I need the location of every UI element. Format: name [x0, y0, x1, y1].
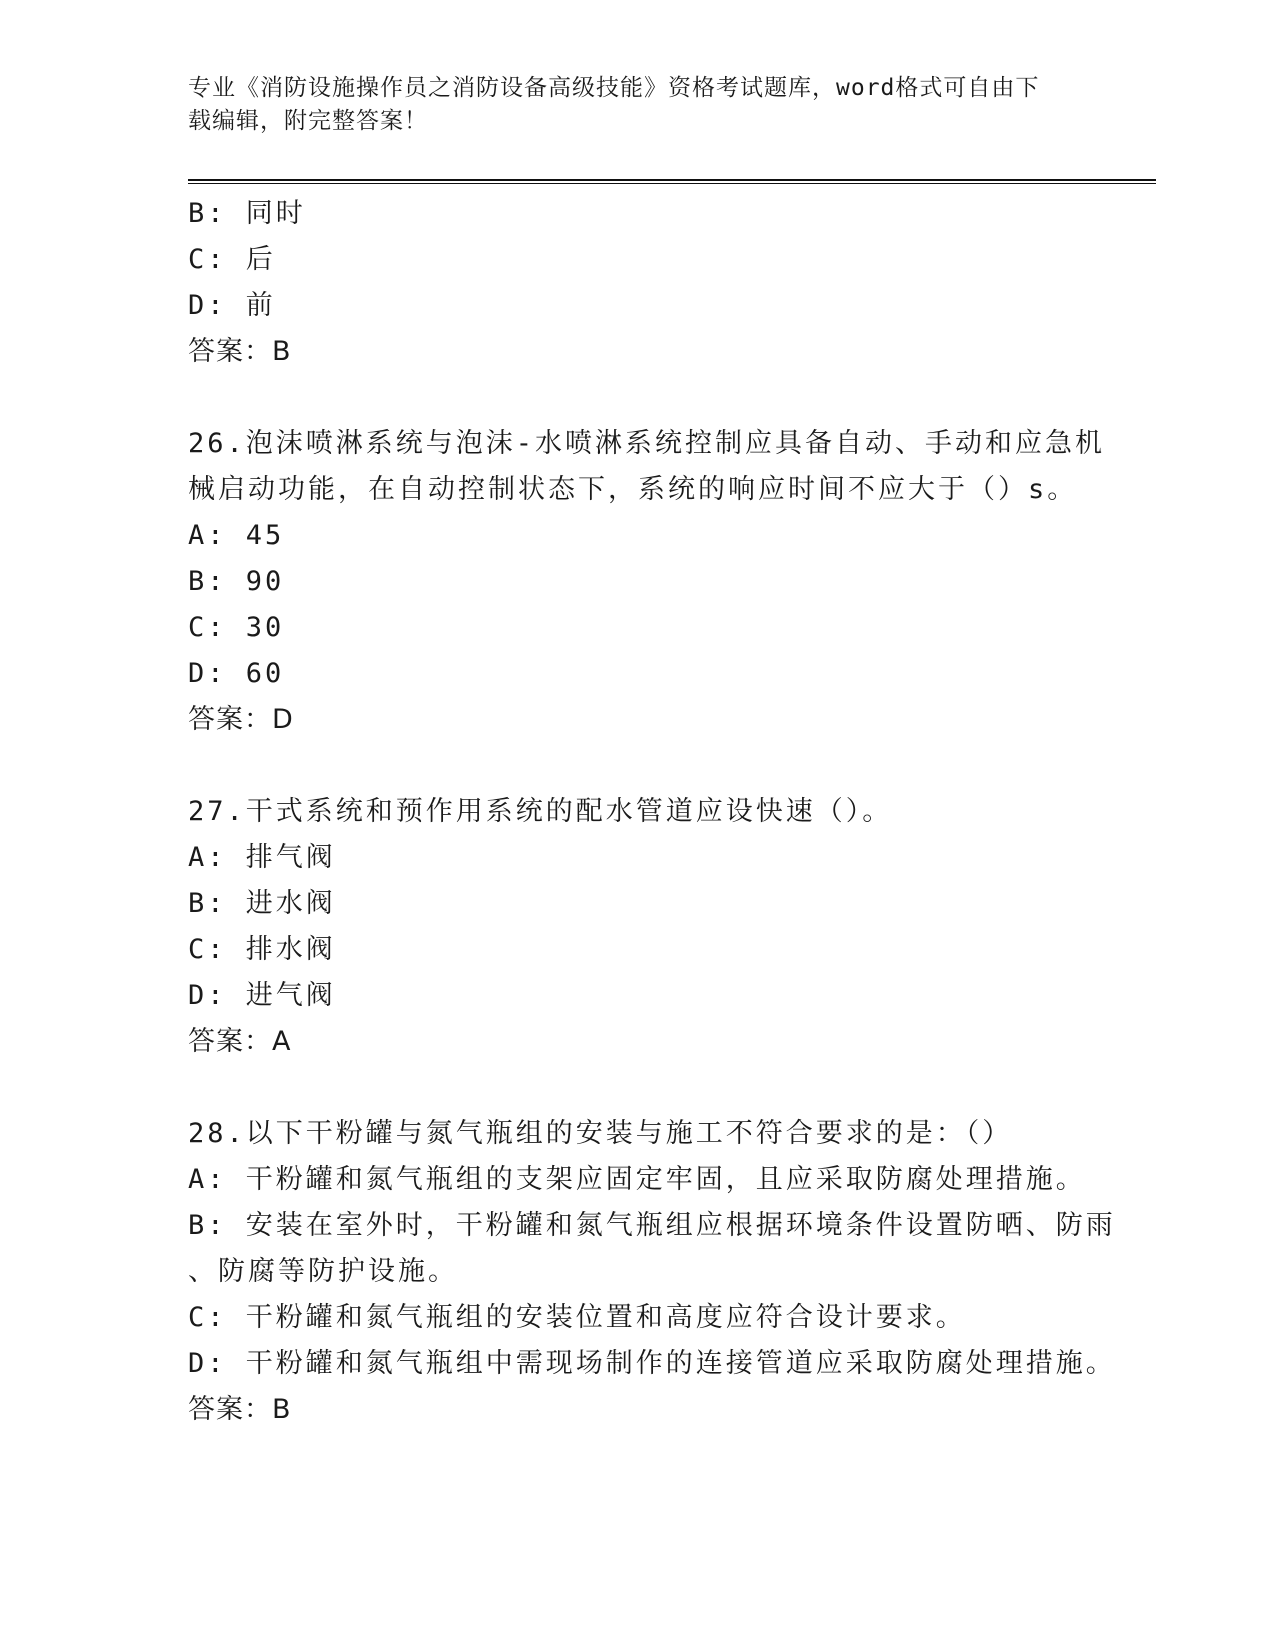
- option-a: A: 干粉罐和氮气瓶组的支架应固定牢固，且应采取防腐处理措施。: [188, 1164, 1086, 1195]
- document-header: [188, 72, 1068, 138]
- option-d: D: 前: [188, 290, 276, 321]
- option-d: D: 进气阀: [188, 980, 336, 1011]
- option-b: B: 90: [188, 566, 285, 597]
- header-line-1: 专业《消防设施操作员之消防设备高级技能》资格考试题库，word格式可自由下: [188, 75, 1040, 101]
- spacer: [188, 375, 1088, 421]
- header-divider-thin: [188, 183, 1156, 184]
- question-text-line-1: 26.泡沫喷淋系统与泡沫-水喷淋系统控制应具备自动、手动和应急机: [188, 428, 1106, 459]
- option-d: D: 60: [188, 658, 285, 689]
- spacer: [188, 1065, 1088, 1111]
- header-divider-thick: [188, 179, 1156, 181]
- question-text-line-1: 28.以下干粉罐与氮气瓶组的安装与施工不符合要求的是：（）: [188, 1118, 1013, 1149]
- option-b: B: 进水阀: [188, 888, 336, 919]
- question-27: [188, 789, 1088, 1065]
- question-25-tail: [188, 191, 1088, 375]
- option-a: A: 排气阀: [188, 842, 336, 873]
- option-a: A: 45: [188, 520, 285, 551]
- answer-line: 答案：B: [188, 1394, 292, 1425]
- header-line-2: 载编辑，附完整答案！: [188, 108, 428, 134]
- answer-line: 答案：B: [188, 336, 292, 367]
- question-text-line-1: 27.干式系统和预作用系统的配水管道应设快速（）。: [188, 796, 893, 827]
- option-b: B: 同时: [188, 198, 306, 229]
- option-c: C: 后: [188, 244, 276, 275]
- option-b-line-2: 、防腐等防护设施。: [188, 1256, 458, 1287]
- question-content: [188, 191, 1116, 1433]
- option-c: C: 干粉罐和氮气瓶组的安装位置和高度应符合设计要求。: [188, 1302, 966, 1333]
- option-c: C: 排水阀: [188, 934, 336, 965]
- option-c: C: 30: [188, 612, 285, 643]
- question-text-line-2: 械启动功能，在自动控制状态下，系统的响应时间不应大于（）s。: [188, 474, 1078, 505]
- answer-line: 答案：D: [188, 704, 294, 735]
- answer-line: 答案：A: [188, 1026, 292, 1057]
- spacer: [188, 743, 1088, 789]
- option-b-line-1: B: 安装在室外时，干粉罐和氮气瓶组应根据环境条件设置防晒、防雨: [188, 1210, 1116, 1241]
- option-d: D: 干粉罐和氮气瓶组中需现场制作的连接管道应采取防腐处理措施。: [188, 1348, 1116, 1379]
- question-28: [188, 1111, 1116, 1433]
- question-26: [188, 421, 1106, 743]
